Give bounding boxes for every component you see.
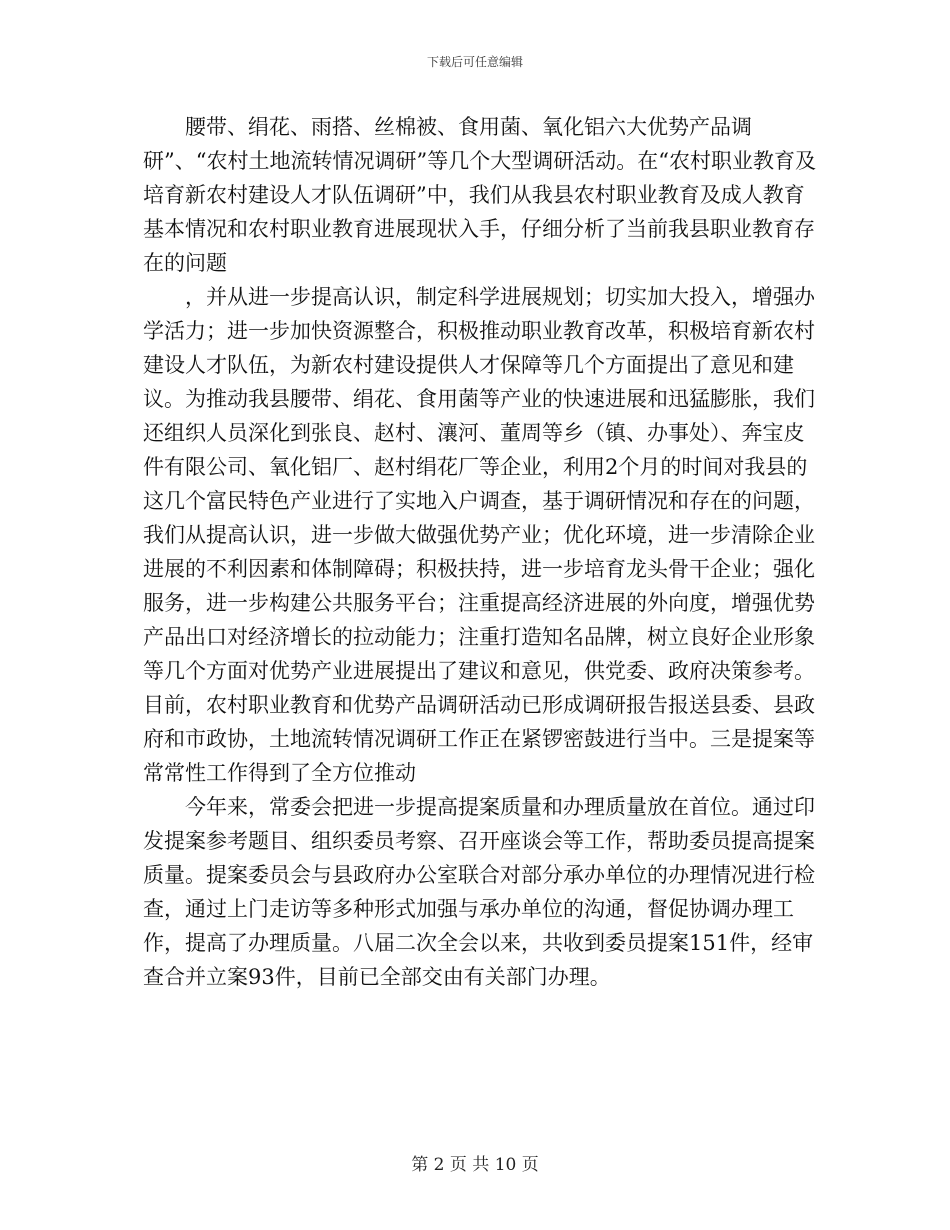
document-body (143, 110, 823, 994)
page-footer: 第 2 页 共 10 页 (411, 1155, 539, 1175)
paragraph-2: ，并从进一步提高认识，制定科学进展规划；切实加大投入，增强办学活力；进一步加快资源整合，积极推动职业教育改革，积极培育新农村建设人才队伍，为新农村建设提供人才保障等几个方面提出了意见和建议。为推动我县腰带、绢花、食用菌等产业的快速进展和迅猛膨胀，我们还组织人员深化到张良、赵村、瀼河、董周等乡（镇、办事处）、奔宝皮件有限公司、氧化铝厂、赵村绢花厂等企业，利用2个月的时间对我县的这几个富民特色产业进行了实地入户调查，基于调研情况和存在的问题，我们从提高认识，进一步做大做强优势产业；优化环境，进一步清除企业进展的不利因素和体制障碍；积极扶持，进一步培育龙头骨干企业；强化服务，进一步构建公共服务平台；注重提高经济进展的外向度，增强优势产品出口对经济增长的拉动能力；注重打造知名品牌，树立良好企业形象等几个方面对优势产业进展提出了建议和意见，供党委、政府决策参考。目前，农村职业教育和优势产品调研活动已形成调研报告报送县委、县政府和市政协，土地流转情况调研工作正在紧锣密鼓进行当中。三是提案等常常性工作得到了全方位推动 (143, 285, 815, 785)
page-header: 下载后可任意编辑 (426, 55, 523, 69)
paragraph-1: 腰带、绢花、雨搭、丝棉被、食用菌、氧化铝六大优势产品调研”、“农村土地流转情况调研”等几个大型调研活动。在“农村职业教育及培育新农村建设人才队伍调研”中，我们从我县农村职业教育及成人教育基本情况和农村职业教育进展现状入手，仔细分析了当前我县职业教育存在的问题 (143, 115, 816, 275)
paragraph-3: 今年来，常委会把进一步提高提案质量和办理质量放在首位。通过印发提案参考题目、组织委员考察、召开座谈会等工作，帮助委员提高提案质量。提案委员会与县政府办公室联合对部分承办单位的办理情况进行检查，通过上门走访等多种形式加强与承办单位的沟通，督促协调办理工作，提高了办理质量。八届二次全会以来，共收到委员提案151件，经审查合并立案93件，目前已全部交由有关部门办理。 (143, 795, 815, 989)
